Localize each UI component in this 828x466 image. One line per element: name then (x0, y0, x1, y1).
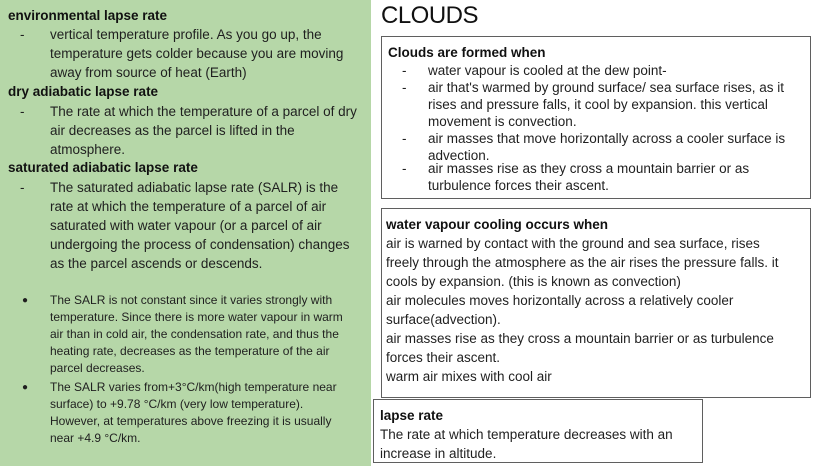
text-line: warm air mixes with cool air (386, 369, 552, 384)
text-line: temperature gets colder because you are moving (50, 46, 344, 61)
lapse-rate-box (373, 399, 703, 463)
text-line: surface(advection). (386, 312, 501, 327)
list-item: movement is convection. (428, 114, 577, 129)
heading-environmental-lapse-rate: environmental lapse rate (8, 8, 168, 23)
heading-saturated-adiabatic-lapse-rate: saturated adiabatic lapse rate (8, 160, 198, 175)
list-item: water vapour is cooled at the dew point- (428, 63, 667, 78)
text-line: parcel decreases. (50, 361, 145, 375)
text-line: The SALR varies from+3°C/km(high temperature near (50, 380, 337, 394)
list-item: air masses rise as they cross a mountain barrier or as (428, 161, 750, 176)
text-line: air masses rise as they cross a mountain barrier or as turbulence (386, 331, 774, 346)
text-line: air is warned by contact with the ground and sea surface, rises (386, 236, 760, 251)
text-line: freely through the atmosphere as the air rises the pressure falls. it (386, 255, 779, 270)
page-title: CLOUDS (381, 2, 479, 29)
text-line: However, at temperatures above freezing it is usually (50, 414, 332, 428)
text-line: air molecules moves horizontally across a relatively cooler (386, 293, 734, 308)
text-line: vertical temperature profile. As you go up, the (50, 27, 322, 42)
list-item: air masses that move horizontally across a cooler surface is (428, 131, 786, 146)
list-item: turbulence forces their ascent. (428, 178, 609, 193)
dash-marker: - (402, 80, 407, 95)
text-line: increase in altitude. (380, 446, 497, 461)
bullet-marker: ● (22, 295, 29, 306)
text-line: as the parcel ascends or descends. (50, 256, 263, 271)
text-line: away from source of heat (Earth) (50, 65, 247, 80)
dash-marker: - (20, 27, 25, 42)
bullet-marker: ● (22, 382, 29, 393)
list-item: advection. (428, 148, 490, 163)
box-heading: water vapour cooling occurs when (386, 217, 609, 232)
text-line: The SALR is not constant since it varies strongly with (50, 293, 333, 307)
text-line: cools by expansion. (this is known as convection) (386, 274, 681, 289)
water-vapour-cooling-box (381, 208, 811, 398)
text-line: near +4.9 °C/km. (50, 431, 141, 445)
box-heading: lapse rate (380, 408, 444, 423)
heading-dry-adiabatic-lapse-rate: dry adiabatic lapse rate (8, 84, 159, 99)
text-line: forces their ascent. (386, 350, 501, 365)
dash-marker: - (402, 131, 407, 146)
list-item: air that's warmed by ground surface/ sea surface rises, as it (428, 80, 784, 95)
text-line: air than in cold air, the condensation rate, and thus the (50, 327, 339, 341)
text-line: atmosphere. (50, 142, 126, 157)
text-line: saturated with water vapour (or a parcel of air (50, 218, 322, 233)
clouds-formed-box (381, 36, 811, 199)
text-line: undergoing the process of condensation) changes (50, 237, 350, 252)
text-line: surface) to +9.78 °C/km (very low temperature). (50, 397, 304, 411)
left-notes-panel (0, 0, 371, 466)
text-line: rate at which the temperature of a parcel of air (50, 199, 327, 214)
text-line: air decreases as the parcel is lifted in the (50, 123, 295, 138)
box-heading: Clouds are formed when (388, 45, 546, 60)
list-item: rises and pressure falls, it cool by expansion. this vertical (428, 97, 768, 112)
text-line: The rate at which the temperature of a parcel of dry (50, 104, 357, 119)
dash-marker: - (20, 180, 25, 195)
dash-marker: - (20, 104, 25, 119)
text-line: temperature. Since there is more water vapour in warm (50, 310, 343, 324)
dash-marker: - (402, 63, 407, 78)
dash-marker: - (402, 161, 407, 176)
text-line: The rate at which temperature decreases with an (380, 427, 673, 442)
text-line: heating rate, decreases as the temperature of the air (50, 344, 330, 358)
text-line: The saturated adiabatic lapse rate (SALR) is the (50, 180, 339, 195)
